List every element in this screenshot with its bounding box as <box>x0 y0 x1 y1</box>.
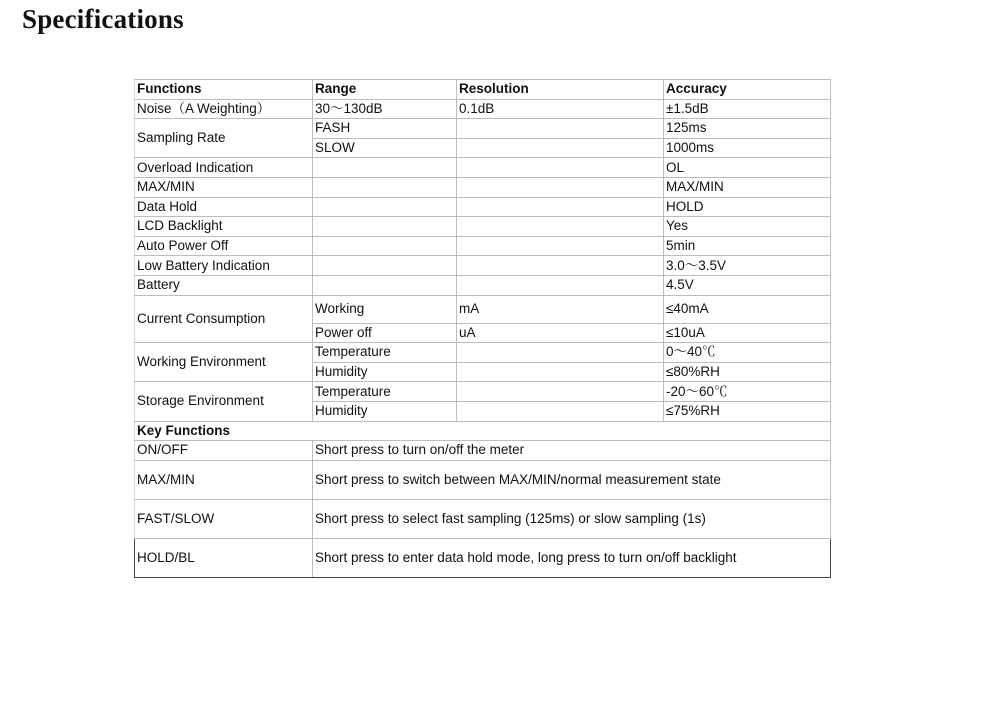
range-cell: SLOW <box>313 138 457 158</box>
table-row <box>135 295 831 323</box>
key-description: Short press to turn on/off the meter <box>313 441 831 461</box>
header-row <box>135 80 831 100</box>
accuracy-cell: MAX/MIN <box>664 177 831 197</box>
accuracy-cell: 4.5V <box>664 275 831 295</box>
resolution-cell <box>457 401 664 421</box>
function-cell: Sampling Rate <box>135 119 313 158</box>
key-name: FAST/SLOW <box>135 499 313 538</box>
range-cell <box>313 275 457 295</box>
key-description: Short press to select fast sampling (125ms) or slow sampling (1s) <box>313 499 831 538</box>
table-row <box>135 217 831 237</box>
function-cell: Auto Power Off <box>135 236 313 256</box>
function-cell: Overload Indication <box>135 158 313 178</box>
resolution-cell <box>457 177 664 197</box>
key-function-row <box>135 441 831 461</box>
page-title: Specifications <box>22 4 184 34</box>
function-cell: Battery <box>135 275 313 295</box>
resolution-cell: uA <box>457 323 664 343</box>
key-description: Short press to switch between MAX/MIN/normal measurement state <box>313 460 831 499</box>
key-function-row <box>135 538 831 577</box>
range-cell <box>313 177 457 197</box>
accuracy-cell: Yes <box>664 217 831 237</box>
function-cell: Current Consumption <box>135 295 313 343</box>
accuracy-cell: ≤40mA <box>664 295 831 323</box>
range-cell: Humidity <box>313 401 457 421</box>
function-cell: Working Environment <box>135 343 313 382</box>
function-cell: Storage Environment <box>135 382 313 421</box>
accuracy-cell: ≤75%RH <box>664 401 831 421</box>
key-function-row <box>135 499 831 538</box>
accuracy-cell: 0～40℃ <box>664 343 831 363</box>
key-name: MAX/MIN <box>135 460 313 499</box>
key-functions-header-row <box>135 421 831 441</box>
range-cell <box>313 236 457 256</box>
range-cell: Temperature <box>313 382 457 402</box>
function-cell: LCD Backlight <box>135 217 313 237</box>
function-cell: Low Battery Indication <box>135 256 313 276</box>
resolution-cell <box>457 256 664 276</box>
header-range: Range <box>313 80 457 100</box>
resolution-cell <box>457 275 664 295</box>
range-cell <box>313 158 457 178</box>
key-name: ON/OFF <box>135 441 313 461</box>
accuracy-cell: ±1.5dB <box>664 99 831 119</box>
range-cell: Temperature <box>313 343 457 363</box>
accuracy-cell: OL <box>664 158 831 178</box>
resolution-cell <box>457 197 664 217</box>
table-row <box>135 99 831 119</box>
accuracy-cell: ≤80%RH <box>664 362 831 382</box>
range-cell <box>313 217 457 237</box>
table-row <box>135 256 831 276</box>
accuracy-cell: HOLD <box>664 197 831 217</box>
header-functions: Functions <box>135 80 313 100</box>
resolution-cell <box>457 362 664 382</box>
accuracy-cell: 5min <box>664 236 831 256</box>
accuracy-cell: ≤10uA <box>664 323 831 343</box>
table-row <box>135 382 831 402</box>
key-function-row <box>135 460 831 499</box>
range-cell: Working <box>313 295 457 323</box>
function-cell: Noise（A Weighting） <box>135 99 313 119</box>
table-row <box>135 275 831 295</box>
resolution-cell <box>457 119 664 139</box>
table-row <box>135 119 831 139</box>
table-row <box>135 177 831 197</box>
range-cell <box>313 197 457 217</box>
resolution-cell <box>457 382 664 402</box>
resolution-cell: mA <box>457 295 664 323</box>
table-row <box>135 343 831 363</box>
resolution-cell <box>457 138 664 158</box>
resolution-cell <box>457 236 664 256</box>
key-name: HOLD/BL <box>135 538 313 577</box>
table-row <box>135 158 831 178</box>
function-cell: Data Hold <box>135 197 313 217</box>
range-cell <box>313 256 457 276</box>
key-functions-heading: Key Functions <box>135 421 831 441</box>
range-cell: Humidity <box>313 362 457 382</box>
accuracy-cell: 125ms <box>664 119 831 139</box>
header-accuracy: Accuracy <box>664 80 831 100</box>
table-row <box>135 197 831 217</box>
resolution-cell <box>457 217 664 237</box>
range-cell: Power off <box>313 323 457 343</box>
resolution-cell <box>457 343 664 363</box>
resolution-cell <box>457 158 664 178</box>
resolution-cell: 0.1dB <box>457 99 664 119</box>
header-resolution: Resolution <box>457 80 664 100</box>
specifications-table <box>134 79 831 578</box>
table-row <box>135 236 831 256</box>
range-cell: 30～130dB <box>313 99 457 119</box>
accuracy-cell: 3.0～3.5V <box>664 256 831 276</box>
range-cell: FASH <box>313 119 457 139</box>
accuracy-cell: -20～60℃ <box>664 382 831 402</box>
key-description: Short press to enter data hold mode, long press to turn on/off backlight <box>313 538 831 577</box>
accuracy-cell: 1000ms <box>664 138 831 158</box>
function-cell: MAX/MIN <box>135 177 313 197</box>
